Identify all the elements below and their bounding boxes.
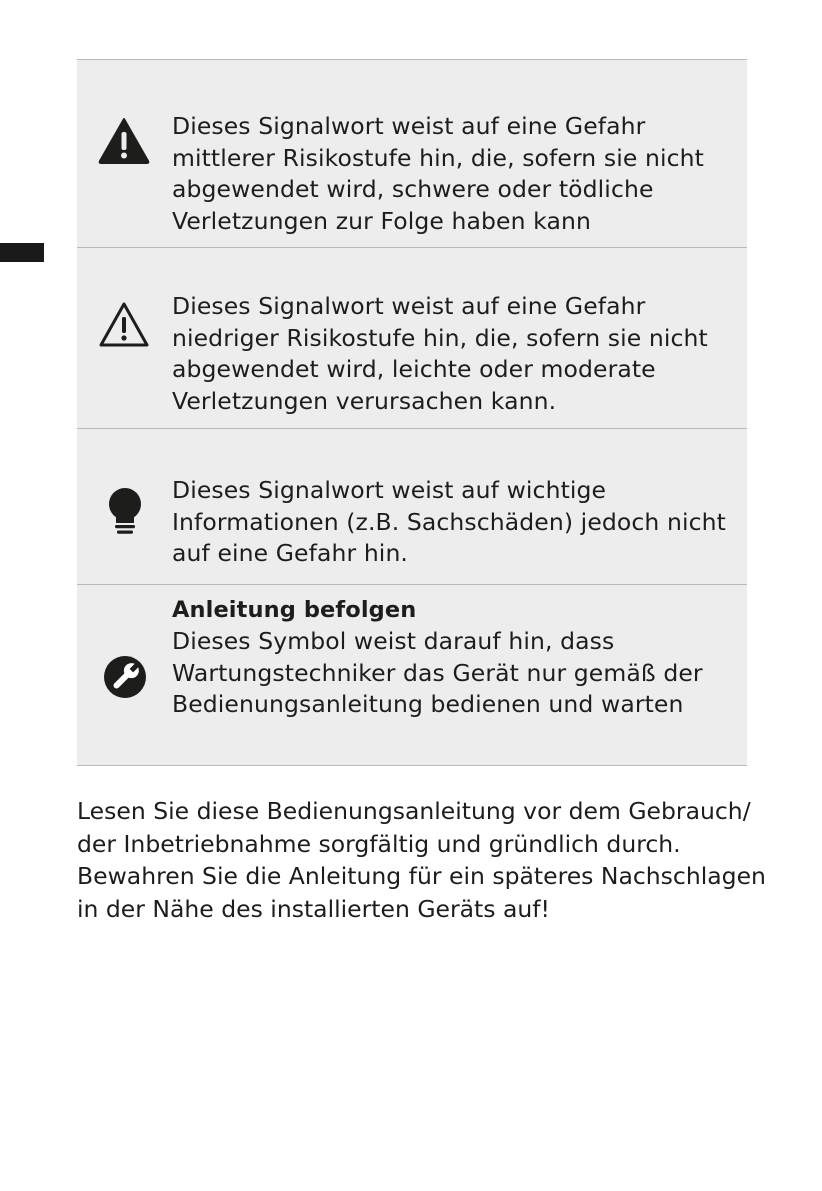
notice-text: Dieses Signalwort weist auf eine Gefahr niedriger Risikostufe hin, die, sofern sie nicht abgewendet wird, leichte oder moderate Verletzungen verursachen kann. (172, 292, 708, 415)
wrench-icon (103, 655, 147, 699)
notice-row-caution (77, 247, 747, 429)
notice-text: Dieses Symbol weist darauf hin, dass Wartungstechniker das Gerät nur gemäß der Bedienungsanleitung bedienen und warten (172, 627, 703, 718)
signal-word-table (77, 59, 747, 766)
lightbulb-icon (103, 487, 147, 537)
notice-row-instructions (77, 584, 747, 766)
notice-text-block (172, 595, 732, 721)
notice-text: Dieses Signalwort weist auf wichtige Informationen (z.B. Sachschäden) jedoch nicht auf eine Gefahr hin. (172, 476, 726, 567)
intro-paragraph: Lesen Sie diese Bedienungsanleitung vor dem Gebrauch/ der Inbetriebnahme sorgfältig und gründlich durch. Bewahren Sie die Anleitung für ein späteres Nachschlagen in der Nähe des installierten Geräts auf! (77, 797, 766, 923)
chapter-tab-marker (0, 243, 44, 262)
notice-heading: Anleitung befolgen (172, 597, 417, 623)
notice-row-warning (77, 60, 747, 246)
warning-outline-icon (98, 299, 150, 351)
notice-row-info (77, 428, 747, 584)
warning-filled-icon (98, 115, 150, 167)
notice-text: Dieses Signalwort weist auf eine Gefahr mittlerer Risikostufe hin, die, sofern sie nicht abgewendet wird, schwere oder tödliche Verletzungen zur Folge haben kann (172, 112, 704, 235)
